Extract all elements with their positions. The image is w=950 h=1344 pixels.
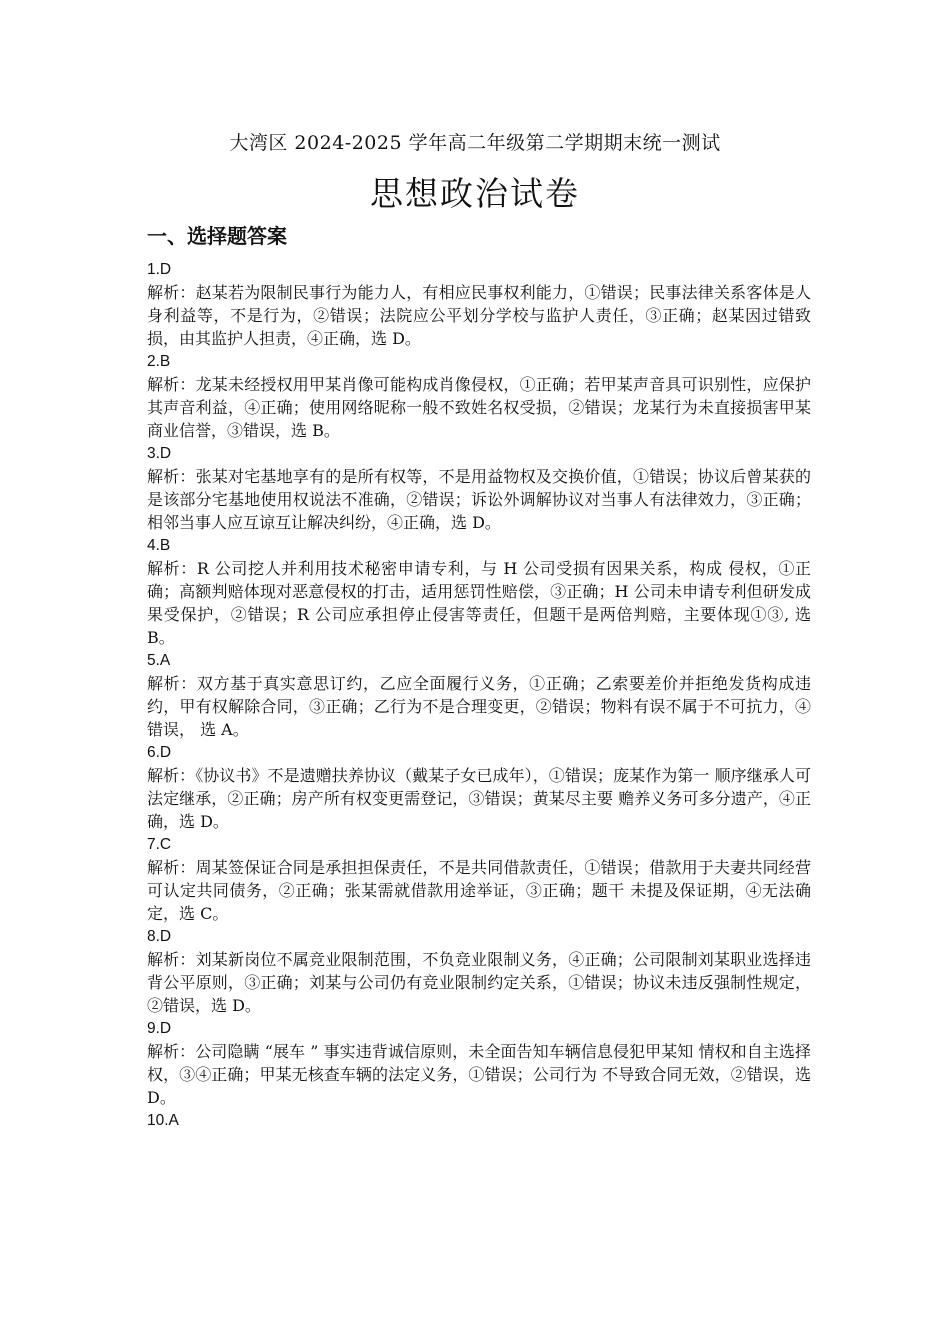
question-number: 8.D (147, 928, 172, 945)
answer-explanation: 解析：R 公司挖人并利用技术秘密申请专利，与 H 公司受损有因果关系，构成 侵权，①正确；高额判赔体现对恶意侵权的打击，适用惩罚性赔偿，③正确；H 公司未申请专利但研发成果受保护，②错误；R 公司应承担停止侵害等责任，但题干是两倍判赔，主要体现①③, 选 B。 (147, 559, 811, 647)
question-number: 10.A (147, 1112, 179, 1129)
answer-explanation: 解析：《协议书》不是遗赠扶养协议（戴某子女已成年），①错误；庞某作为第一 顺序继承人可法定继承，②正确；房产所有权变更需登记，③错误；黄某尽主要 赡养义务可多分遗产，④正确，选 D。 (147, 766, 811, 831)
exam-title: 思想政治试卷 (370, 174, 580, 213)
answer-explanation: 解析：刘某新岗位不属竞业限制范围，不负竞业限制义务，④正确；公司限制刘某职业选择违背公平原则，③正确；刘某与公司仍有竞业限制约定关系，①错误；协议未违反强制性规定，②错误，选 D。 (147, 950, 811, 1015)
answer-item (147, 534, 811, 649)
answer-item (147, 1017, 811, 1109)
answer-item (147, 1109, 811, 1132)
answer-explanation: 解析：周某签保证合同是承担担保责任，不是共同借款责任，①错误；借款用于夫妻共同经营可认定共同债务，②正确；张某需就借款用途举证，③正确；题干 未提及保证期，④无法确定，选 C。 (147, 858, 811, 923)
question-number: 4.B (147, 537, 171, 554)
answer-explanation: 解析：赵某若为限制民事行为能力人，有相应民事权利能力，①错误；民事法律关系客体是人身利益等，不是行为，②错误；法院应公平划分学校与监护人责任，③正确；赵某因过错致损，由其监护人担责，④正确，选 D。 (147, 283, 811, 348)
answer-item (147, 925, 811, 1017)
section-heading: 一、选择题答案 (147, 224, 287, 248)
question-number: 2.B (147, 353, 171, 370)
answer-item (147, 258, 811, 350)
question-number: 7.C (147, 836, 172, 853)
answer-item (147, 350, 811, 442)
question-number: 1.D (147, 261, 172, 278)
answer-item (147, 833, 811, 925)
answer-explanation: 解析：公司隐瞒 “展车 ” 事实违背诚信原则，未全面告知车辆信息侵犯甲某知 情权和自主选择权，③④正确；甲某无核查车辆的法定义务，①错误；公司行为 不导致合同无效，②错误，选 D。 (147, 1042, 811, 1107)
answer-item (147, 649, 811, 741)
question-number: 5.A (147, 652, 171, 669)
answer-list (147, 258, 811, 1132)
answer-explanation: 解析：龙某未经授权用甲某肖像可能构成肖像侵权，①正确；若甲某声音具可识别性，应保护其声音利益，④正确；使用网络昵称一般不致姓名权受损，②错误；龙某行为未直接损害甲某商业信誉，③错误，选 B。 (147, 375, 811, 440)
answer-explanation: 解析：张某对宅基地享有的是所有权等，不是用益物权及交换价值，①错误；协议后曾某获的是该部分宅基地使用权说法不准确，②错误；诉讼外调解协议对当事人有法律效力，③正确；相邻当事人应互谅互让解决纠纷，④正确，选 D。 (147, 467, 811, 532)
question-number: 3.D (147, 445, 172, 462)
question-number: 6.D (147, 744, 172, 761)
answer-explanation: 解析：双方基于真实意思订约，乙应全面履行义务，①正确；乙索要差价并拒绝发货构成违约，甲有权解除合同，③正确；乙行为不是合理变更，②错误；物料有误不属于不可抗力，④错误， 选 A。 (147, 674, 811, 739)
answer-item (147, 741, 811, 833)
answer-item (147, 442, 811, 534)
question-number: 9.D (147, 1020, 172, 1037)
exam-subtitle: 大湾区 2024-2025 学年高二年级第二学期期末统一测试 (229, 132, 721, 154)
